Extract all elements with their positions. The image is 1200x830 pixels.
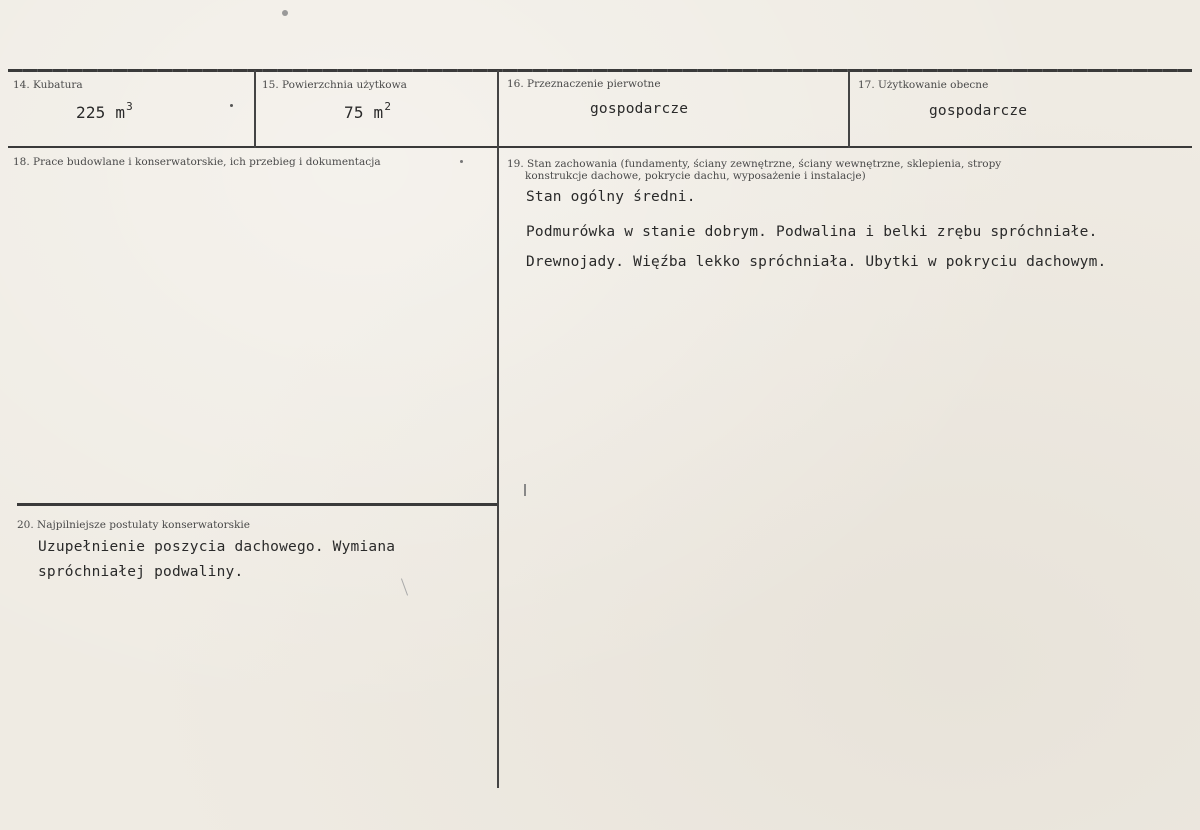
field-20-text-line1: Uzupełnienie poszycia dachowego. Wymiana — [38, 539, 396, 555]
middle-rule — [8, 146, 1192, 148]
paper-mark — [401, 578, 408, 595]
area-value: 75 m — [344, 103, 384, 122]
divider-main — [497, 70, 499, 788]
field-19-label-line1: 19. Stan zachowania (fundamenty, ściany zewnętrzne, ściany wewnętrzne, sklepienia, stropy — [507, 158, 1002, 170]
paper-mark — [524, 484, 526, 496]
area-unit-exponent: 2 — [384, 100, 392, 113]
field-16-value: gospodarcze — [590, 101, 689, 117]
kubatura-value: 225 m — [76, 103, 126, 122]
kubatura-unit-exponent: 3 — [126, 100, 133, 113]
divider-16-17 — [848, 70, 850, 148]
divider-14-15 — [254, 70, 256, 148]
paper-speck — [282, 10, 288, 16]
field-19-text-line3: Drewnojady. Więźba lekko spróchniała. Ubytki w pokryciu dachowym. — [526, 254, 1107, 270]
field-15-value — [344, 100, 391, 122]
section-20-rule — [17, 503, 497, 506]
paper-speck — [230, 104, 233, 107]
field-17-label: 17. Użytkowanie obecne — [858, 79, 989, 91]
field-15-label: 15. Powierzchnia użytkowa — [262, 79, 407, 91]
field-20-label: 20. Najpilniejsze postulaty konserwatorskie — [17, 519, 250, 531]
field-14-label: 14. Kubatura — [13, 79, 83, 91]
paper-speck — [460, 160, 463, 163]
field-16-label: 16. Przeznaczenie pierwotne — [507, 78, 661, 90]
field-18-label: 18. Prace budowlane i konserwatorskie, ich przebieg i dokumentacja — [13, 156, 381, 168]
field-19-label-line2: konstrukcje dachowe, pokrycie dachu, wyposażenie i instalacje) — [525, 170, 866, 182]
top-rule — [8, 69, 1192, 72]
field-20-text-line2: spróchniałej podwaliny. — [38, 564, 244, 580]
field-17-value: gospodarcze — [929, 103, 1028, 119]
field-19-text-line2: Podmurówka w stanie dobrym. Podwalina i belki zrębu spróchniałe. — [526, 224, 1098, 240]
field-14-value — [76, 100, 133, 122]
field-19-text-line1: Stan ogólny średni. — [526, 189, 696, 205]
